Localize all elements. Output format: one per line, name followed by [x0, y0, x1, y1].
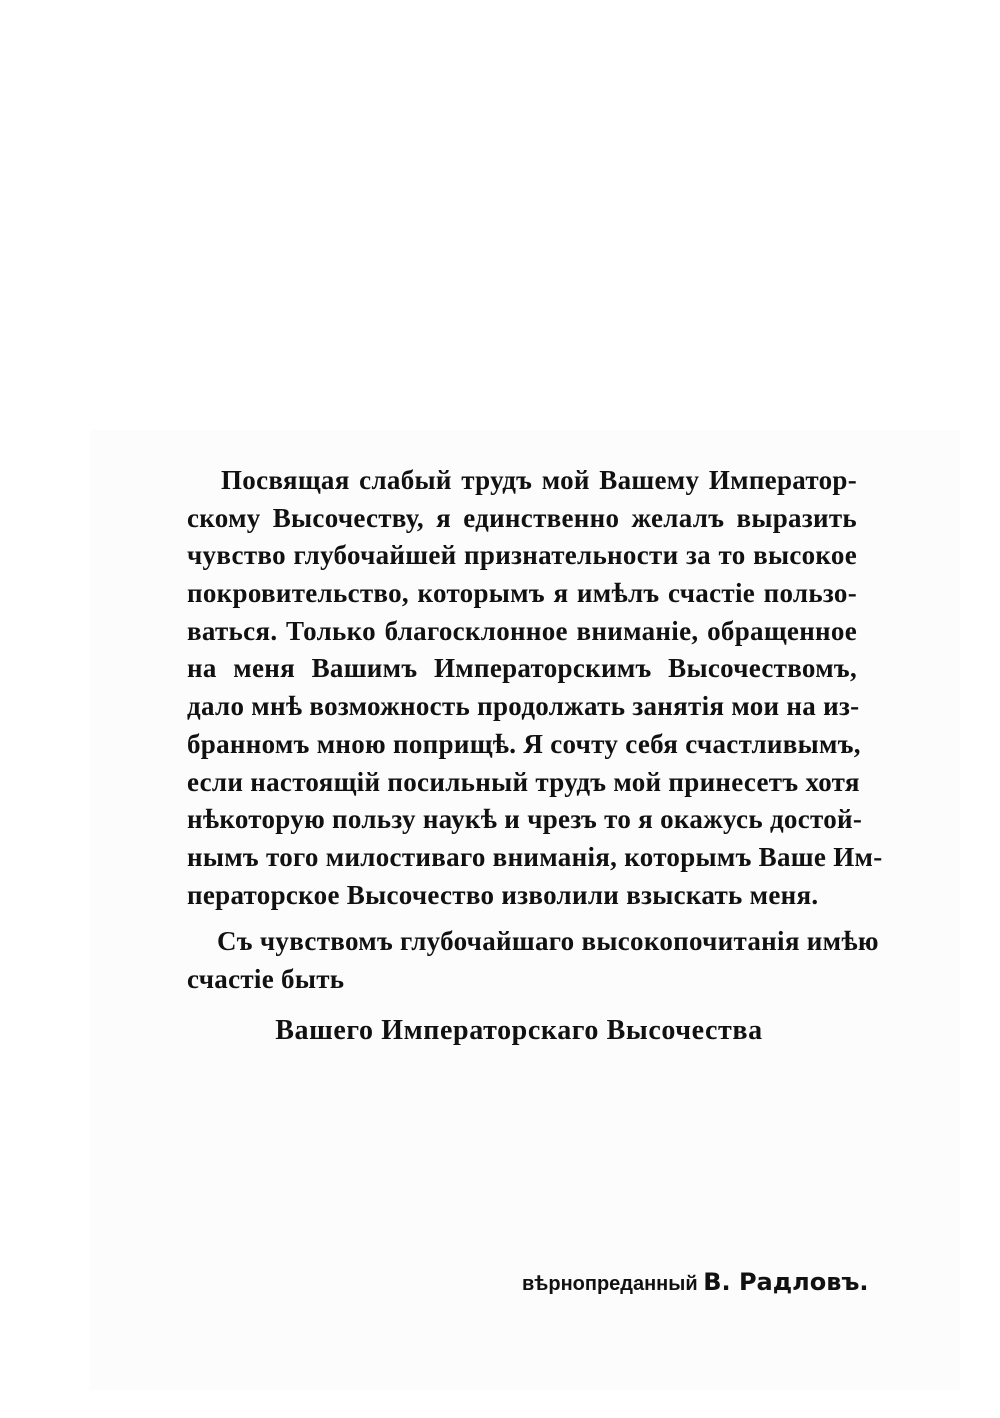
dedication-line: покровительство, которымъ я имѣлъ счастіе пользо- [187, 578, 857, 609]
dedication-line: Посвящая слабый трудъ мой Вашему Император- [221, 465, 857, 495]
signature-author: В. Радловъ. [703, 1268, 869, 1296]
dedication-line: ваться. Только благосклонное вниманіе, обращенное [187, 615, 857, 646]
closing-paragraph [187, 923, 879, 998]
dedication-line: если настоящій посильный трудъ мой принесетъ хотя [187, 766, 860, 797]
dedication-paragraph [187, 462, 883, 914]
closing-line: счастіе быть [187, 963, 345, 994]
dedication-line: нымъ того милостиваго вниманія, которымъ Ваше Им- [187, 841, 883, 872]
signature-prefix: вѣрнопреданный [522, 1273, 698, 1295]
dedication-line: на меня Вашимъ Императорскимъ Высочествомъ, [187, 653, 857, 684]
closing-line: Съ чувствомъ глубочайшаго высокопочитанія имѣю [217, 926, 879, 956]
dedication-line: нѣкоторую пользу наукѣ и чрезъ то я окажусь достой- [187, 804, 863, 835]
address-line: Вашего Императорскаго Высочества [275, 1015, 763, 1046]
dedication-line: бранномъ мною поприщѣ. Я сочту себя счастливымъ, [187, 728, 861, 759]
signature [522, 1264, 869, 1302]
dedication-line: скому Высочеству, я единственно желалъ выразить [187, 502, 857, 533]
dedication-line: дало мнѣ возможность продолжать занятія мои на из- [187, 691, 860, 722]
dedication-line: чувство глубочайшей признательности за то высокое [187, 540, 857, 571]
dedication-line: ператорское Высочество изволили взыскать меня. [187, 879, 819, 910]
